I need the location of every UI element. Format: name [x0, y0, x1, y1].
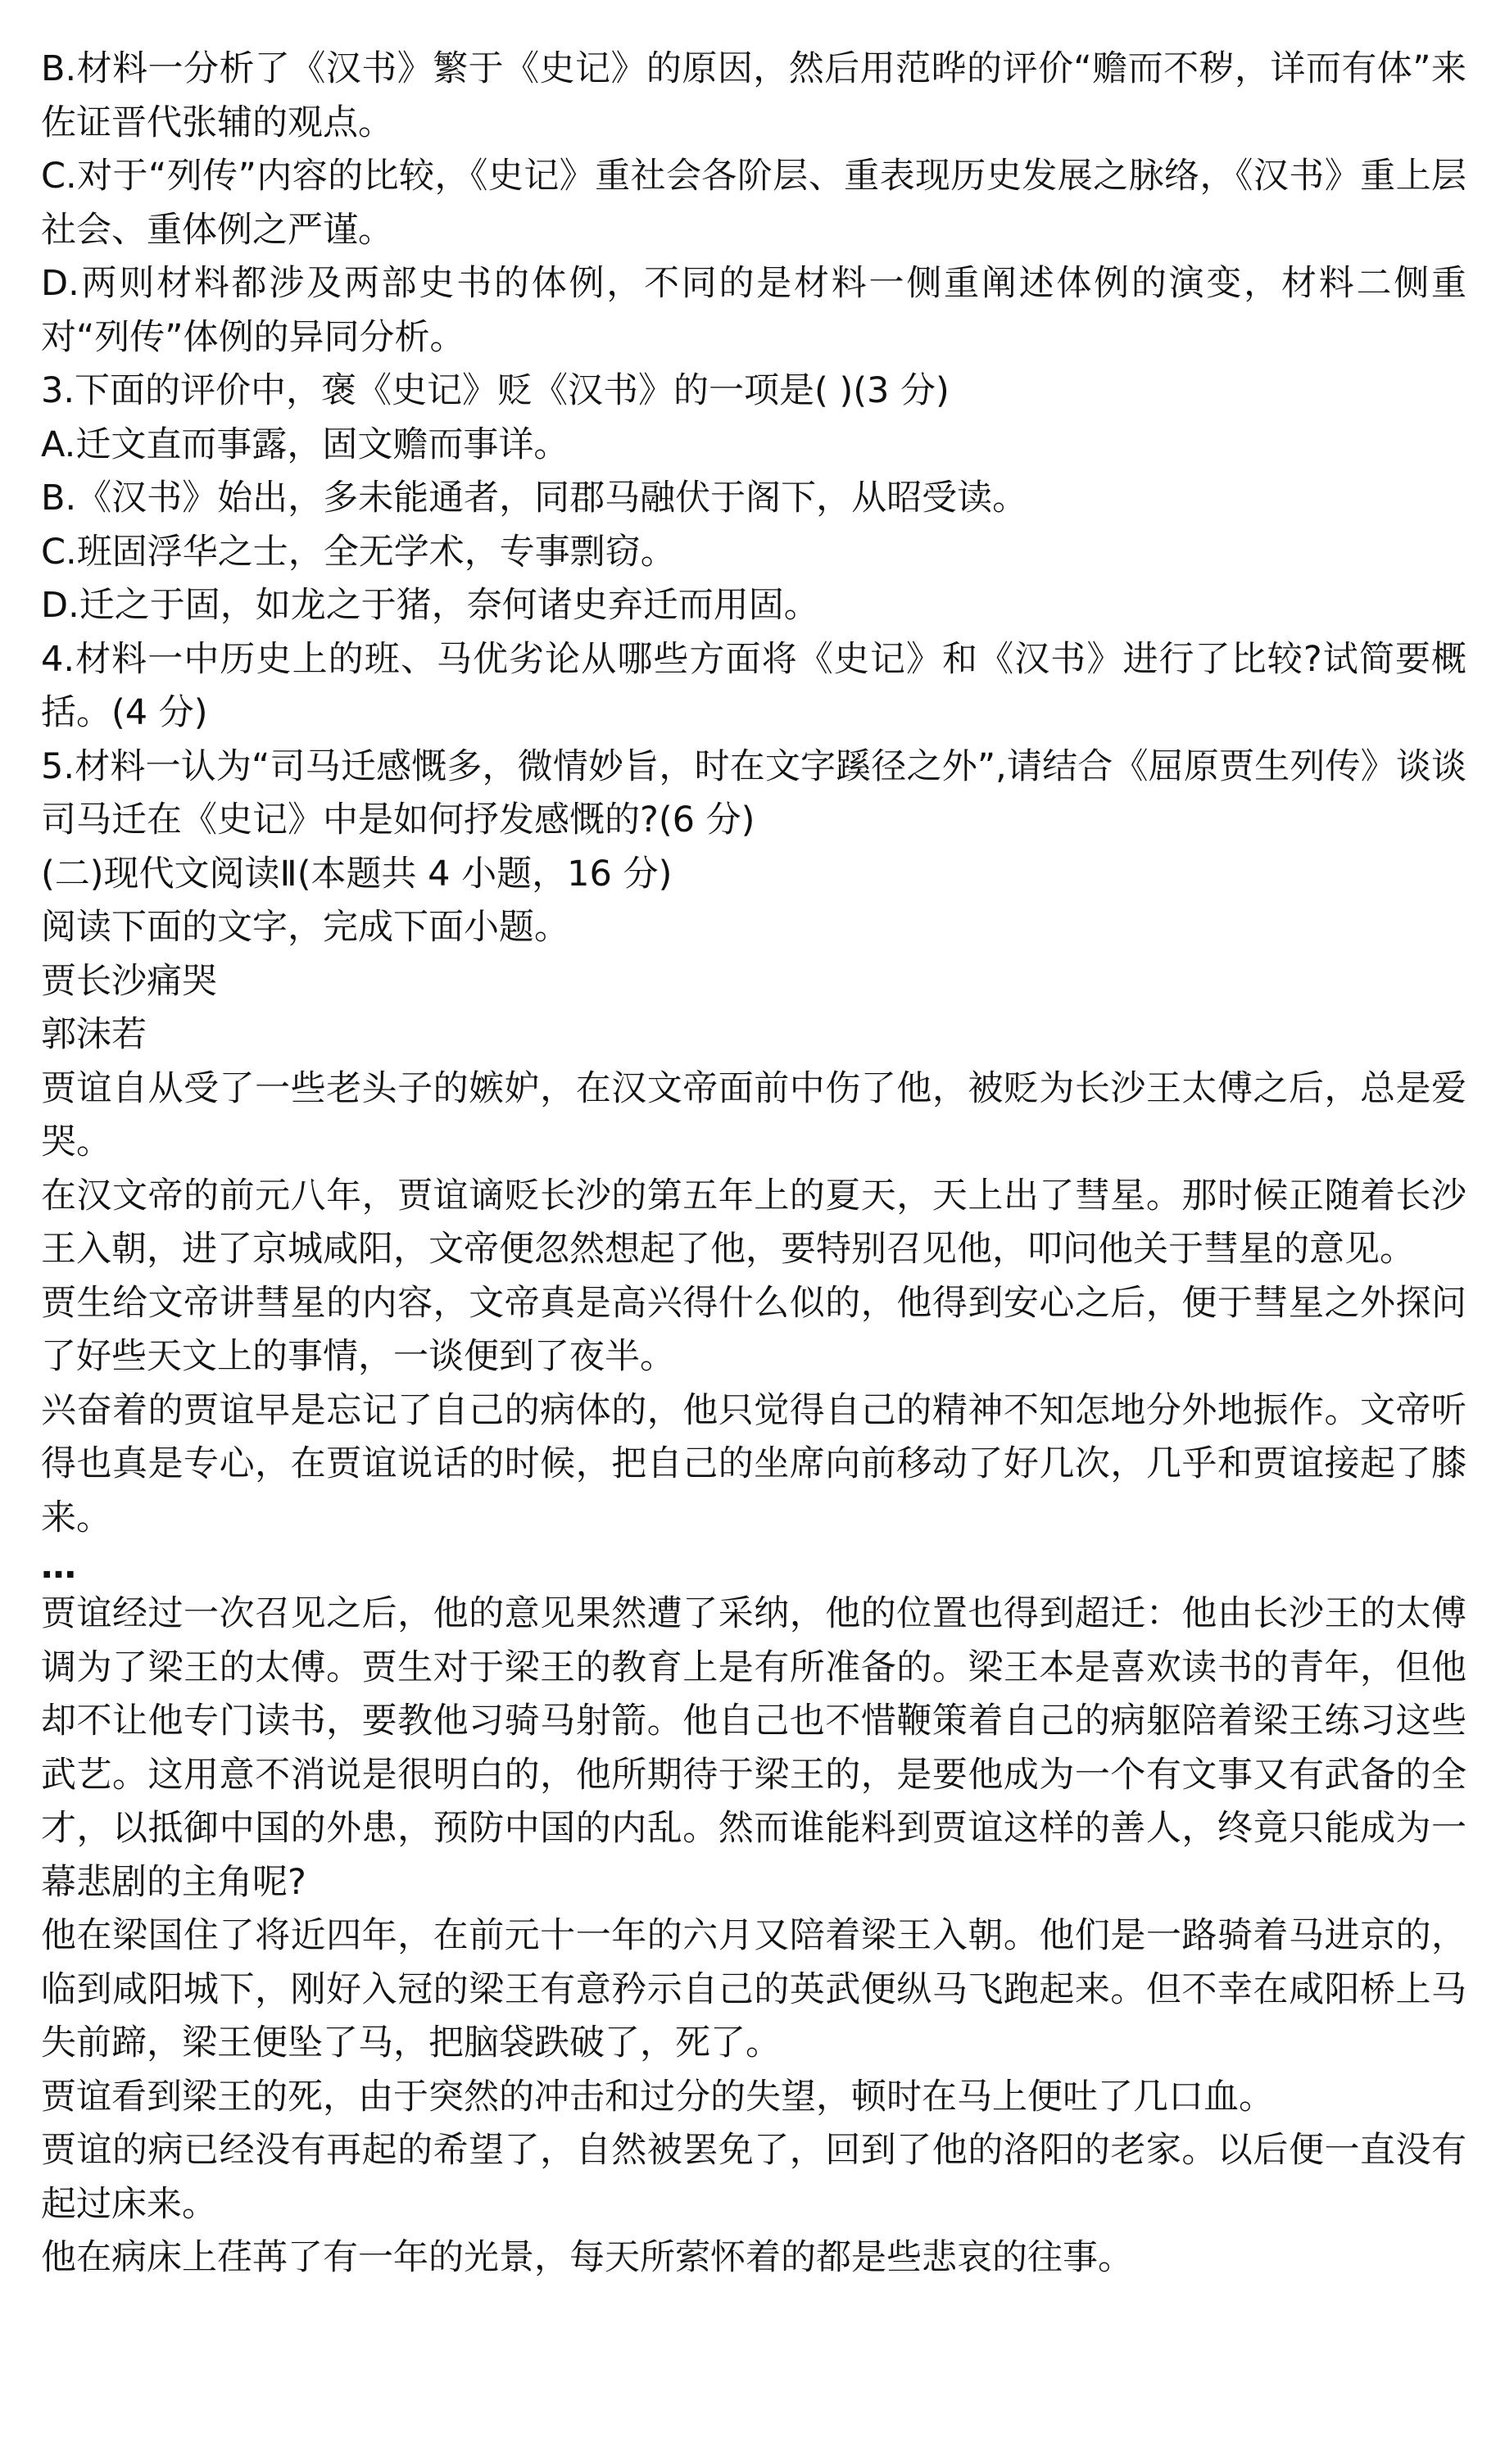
article-paragraph: 贾谊看到梁王的死，由于突然的冲击和过分的失望，顿时在马上便吐了几口血。 — [41, 2076, 1274, 2118]
article-paragraph: 贾谊自从受了一些老头子的嫉妒，在汉文帝面前中伤了他，被贬为长沙王太傅之后，总是爱哭。 — [41, 1067, 1466, 1162]
reading-instruction: 阅读下面的文字，完成下面小题。 — [41, 907, 569, 948]
option-d-statement: D.两则材料都涉及两部史书的体例，不同的是材料一侧重阐述体例的演变，材料二侧重对“列传”体例的异同分析。 — [41, 263, 1466, 358]
article-paragraph: 贾生给文帝讲彗星的内容，文帝真是高兴得什么似的，他得到安心之后，便于彗星之外探问了好些天文上的事情，一谈便到了夜半。 — [41, 1282, 1466, 1377]
article-paragraph: 贾谊经过一次召见之后，他的意见果然遭了采纳，他的位置也得到超迁：他由长沙王的太傅调为了梁王的太傅。贾生对于梁王的教育上是有所准备的。梁王本是喜欢读书的青年，但他却不让他专门读书，要教他习骑马射箭。他自己也不惜鞭策着自己的病躯陪着梁王练习这些武艺。这用意不消说是很明白的，他所期待于梁王的，是要他成为一个有文事又有武备的全才，以抵御中国的外患，预防中国的内乱。然而谁能料到贾谊这样的善人，终竟只能成为一幕悲剧的主角呢? — [41, 1593, 1466, 1903]
article-paragraph: 贾谊的病已经没有再起的希望了，自然被罢免了，回到了他的洛阳的老家。以后便一直没有起过床来。 — [41, 2130, 1466, 2225]
option-c-statement: C.对于“列传”内容的比较，《史记》重社会各阶层、重表现历史发展之脉络，《汉书》重上层社会、重体例之严谨。 — [41, 156, 1466, 251]
section-heading: (二)现代文阅读Ⅱ(本题共 4 小题，16 分) — [41, 853, 673, 895]
question-3-option-b: B.《汉书》始出，多未能通者，同郡马融伏于阁下，从昭受读。 — [41, 478, 1028, 519]
article-title: 贾长沙痛哭 — [41, 960, 217, 1002]
question-3-option-c: C.班固浮华之士，全无学术，专事剽窃。 — [41, 531, 676, 573]
question-3: 3.下面的评价中，褒《史记》贬《汉书》的一项是( )(3 分) — [41, 370, 950, 411]
article-paragraph: 他在病床上荏苒了有一年的光景，每天所萦怀着的都是些悲哀的往事。 — [41, 2237, 1133, 2278]
article-paragraph: 在汉文帝的前元八年，贾谊谪贬长沙的第五年上的夏天，天上出了彗星。那时候正随着长沙王入朝，进了京城咸阳，文帝便忽然想起了他，要特别召见他，叩问他关于彗星的意见。 — [41, 1175, 1466, 1270]
omission-marker: … — [41, 1546, 78, 1587]
question-3-option-a: A.迁文直而事露，固文赡而事详。 — [41, 424, 569, 465]
article-paragraph: 兴奋着的贾谊早是忘记了自己的病体的，他只觉得自己的精神不知怎地分外地振作。文帝听得也真是专心，在贾谊说话的时候，把自己的坐席向前移动了好几次，几乎和贾谊接起了膝来。 — [41, 1389, 1466, 1538]
question-5: 5.材料一认为“司马迁感慨多，微情妙旨，时在文字蹊径之外”,请结合《屈原贾生列传》谈谈司马迁在《史记》中是如何抒发感慨的?(6 分) — [41, 745, 1466, 840]
article-author: 郭沫若 — [41, 1014, 147, 1055]
question-4: 4.材料一中历史上的班、马优劣论从哪些方面将《史记》和《汉书》进行了比较?试简要概括。(4 分) — [41, 638, 1466, 733]
question-3-option-d: D.迁之于固，如龙之于猪，奈何诸史弃迁而用固。 — [41, 585, 819, 626]
option-b-statement: B.材料一分析了《汉书》繁于《史记》的原因，然后用范晔的评价“赡而不秽，详而有体”来佐证晋代张辅的观点。 — [41, 48, 1466, 143]
article-paragraph: 他在梁国住了将近四年，在前元十一年的六月又陪着梁王入朝。他们是一路骑着马进京的，临到咸阳城下，刚好入冠的梁王有意矜示自己的英武便纵马飞跑起来。但不幸在咸阳桥上马失前蹄，梁王便坠了马，把脑袋跌破了，死了。 — [41, 1915, 1466, 2063]
document-page — [41, 43, 1466, 2285]
